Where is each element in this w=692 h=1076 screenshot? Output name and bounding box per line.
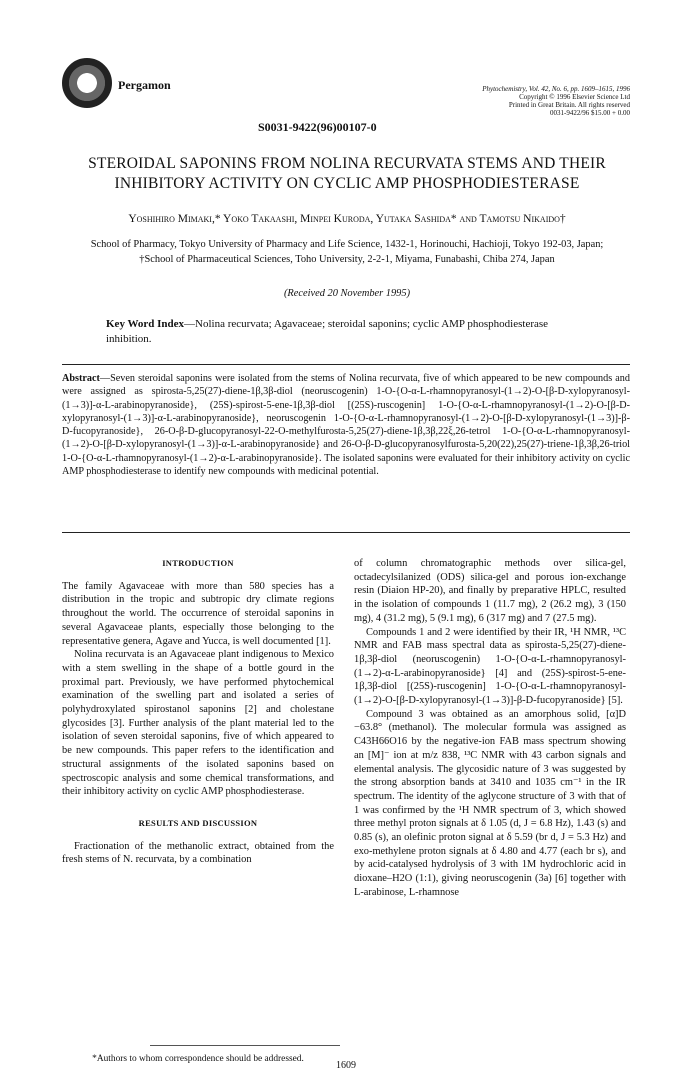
article-title	[60, 154, 634, 194]
affiliation-1: School of Pharmacy, Tokyo University of Pharmacy and Life Science, 1432-1, Horinouchi, Hachioji, Tokyo 192-03, Japan;	[90, 239, 604, 250]
footnote: *Authors to whom correspondence should be addressed.	[92, 1054, 304, 1064]
right-paragraph-1: of column chromatographic methods over silica-gel, octadecylsilanized (ODS) silica-gel and porous ion-exchange resin (Diaion HP-20), and finally by preparative HPLC, resulted in the isolation of compounds 1 (11.7 mg), 2 (26.2 mg), 3 (150 mg), 4 (31.2 mg), 5 (9.1 mg), 6 (317 mg) and 7 (27.5 mg).	[354, 558, 626, 624]
right-paragraph-2: Compounds 1 and 2 were identified by their IR, ¹H NMR, ¹³C NMR and FAB mass spectral data as spirosta-5,25(27)-diene-1β,3β-diol (neoruscogenin) 1-O-{O-α-L-rhamnopyranosyl-(1→2)-α-L-arabinopyranoside} [4] and (25S)-spirost-5-ene-1β,3β-diol [(25S)-ruscogenin] 1-O-{O-α-L-rhamnopyranosyl-(1→2)-O-[β-D-xylopyranosyl-(1→3)]-β-D-fucopyranoside} [5].	[354, 626, 626, 707]
intro-paragraph-1: The family Agavaceae with more than 580 species has a distribution in the tropic and subtropic dry climate regions throughout the world. The occurrence of steroidal saponins in several Agavaceae plants, especially those belonging to the representative genera, Agave and Yucca, is well documented [1].	[62, 580, 334, 647]
doi-code: S0031-9422(96)00107-0	[258, 120, 377, 134]
affiliation-2: †School of Pharmaceutical Sciences, Toho University, 2-2-1, Miyama, Funabashi, Chiba 274, Japan	[139, 254, 555, 265]
author-list: Yoshihiro Mimaki,* Yoko Takaashi, Minpei Kuroda, Yutaka Sashida* and Tamotsu Nikaido†	[128, 213, 566, 225]
publisher-name: Pergamon	[118, 78, 171, 92]
keyword-index	[106, 317, 590, 347]
journal-line: Copyright © 1996 Elsevier Science Ltd	[519, 93, 630, 101]
page-number: 1609	[336, 1060, 356, 1071]
left-column	[62, 557, 334, 867]
affiliations	[60, 237, 634, 267]
results-paragraph-1: Fractionation of the methanolic extract, obtained from the fresh stems of N. recurvata, by a combination	[62, 840, 334, 866]
title-line-2: INHIBITORY ACTIVITY ON CYCLIC AMP PHOSPHODIESTERASE	[114, 175, 580, 192]
abstract-label: Abstract	[62, 373, 100, 384]
intro-paragraph-2: Nolina recurvata is an Agavaceae plant indigenous to Mexico with a stem swelling in the shape of a bottle gourd in the proximal part. Previously, we have performed phytochemical examination of the swelling part and isolated a series of polyhydroxylated spirostanol saponins [2] and cholestane glycosides [3]. Further analysis of the plant material led to the isolation of seven steroidal saponins, five of which appeared to be new compounds. This paper refers to the identification and structural assignments of the isolated saponins based on spectroscopic analysis and some chemical transformations, and their inhibitory activity on cyclic AMP phosphodiesterase.	[62, 649, 334, 798]
abstract-text: —Seven steroidal saponins were isolated from the stems of Nolina recurvata, five of which appeared to be new compounds and were assigned as spirosta-5,25(27)-diene-1β,3β-diol (neoruscogenin) 1-O-{O-α-L-rhamnopyranosyl-(1→2)-O-[β-D-xylopyranosyl-(1→3)]-α-L-arabinopyranoside}, (25S)-spirost-5-ene-1β,3β-diol [(25S)-ruscogenin] 1-O-{O-α-L-rhamnopyranosyl-(1→2)-O-[β-D-xylopyranosyl-(1→3)]-α-L-arabinopyranoside}, neoruscogenin 1-O-{O-α-L-rhamnopyranosyl-(1→2)-O-[β-D-xylopyranosyl-(1→3)]-β-D-fucopyranoside}, 26-O-β-D-glucopyranosyl-22-O-methylfurosta-5,25(27)-diene-1β,3β,22ξ,26-tetrol 1-O-{O-α-L-rhamnopyranosyl-(1→2)-O-[β-D-xylopyranosyl-(1→3)]-α-L-arabinopyranoside} and 26-O-β-D-glucopyranosylfurosta-5,20(22),25(27)-triene-1β,3β,26-triol 1-O-{O-α-L-rhamnopyranosyl-(1→2)-α-L-arabinopyranoside}. The isolated saponins were evaluated for their inhibitory activity on cyclic AMP phosphodiesterase to identify new compounds with medicinal potential.	[62, 373, 630, 478]
journal-line: 0031-9422/96 $15.00 + 0.00	[550, 109, 630, 117]
journal-line: Printed in Great Britain. All rights reserved	[508, 101, 630, 109]
footnote-rule	[150, 1045, 340, 1046]
abstract	[62, 372, 630, 478]
abstract-bottom-rule	[62, 532, 630, 533]
keywords-text: —Nolina recurvata; Agavaceae; steroidal saponins; cyclic AMP phosphodiesterase inhibition.	[106, 318, 549, 345]
section-heading-results: RESULTS AND DISCUSSION	[138, 817, 258, 828]
title-line-1: STEROIDAL SAPONINS FROM NOLINA RECURVATA STEMS AND THEIR	[88, 155, 606, 172]
section-heading-introduction: INTRODUCTION	[162, 558, 234, 568]
pergamon-logo	[62, 58, 112, 108]
abstract-top-rule	[62, 364, 630, 365]
journal-info	[410, 85, 630, 117]
keywords-label: Key Word Index	[106, 318, 185, 330]
received-date: (Received 20 November 1995)	[283, 288, 411, 299]
right-column	[354, 557, 626, 900]
right-paragraph-3: Compound 3 was obtained as an amorphous solid, [α]D −63.8° (methanol). The molecular formula was assigned as C43H66O16 by the negative-ion FAB mass spectrum showing an [M]⁻ ion at m/z 838, ¹³C NMR with 43 carbon signals and elemental analysis. The glycosidic nature of 3 was suggested by the strong absorption bands at 3410 and 1035 cm⁻¹ in the IR spectrum. The identity of the aglycone structure of 3 with that of 1 was confirmed by the ¹H NMR spectrum of 3, which showed three methyl proton signals at δ 1.05 (d, J = 6.8 Hz), 1.43 (s) and 0.85 (s), an olefinic proton signal at δ 5.59 (br d, J = 5.3 Hz) and exo-methylene proton signals at δ 4.80 and 4.77 (each br s), and by acid-catalysed hydrolysis of 3 with 1M hydrochloric acid in dioxane–H2O (1:1), giving neoruscogenin (3a) [6] together with L-arabinose, L-rhamnose	[354, 708, 626, 898]
journal-line: Phytochemistry, Vol. 42, No. 6, pp. 1609–1615, 1996	[482, 85, 630, 93]
